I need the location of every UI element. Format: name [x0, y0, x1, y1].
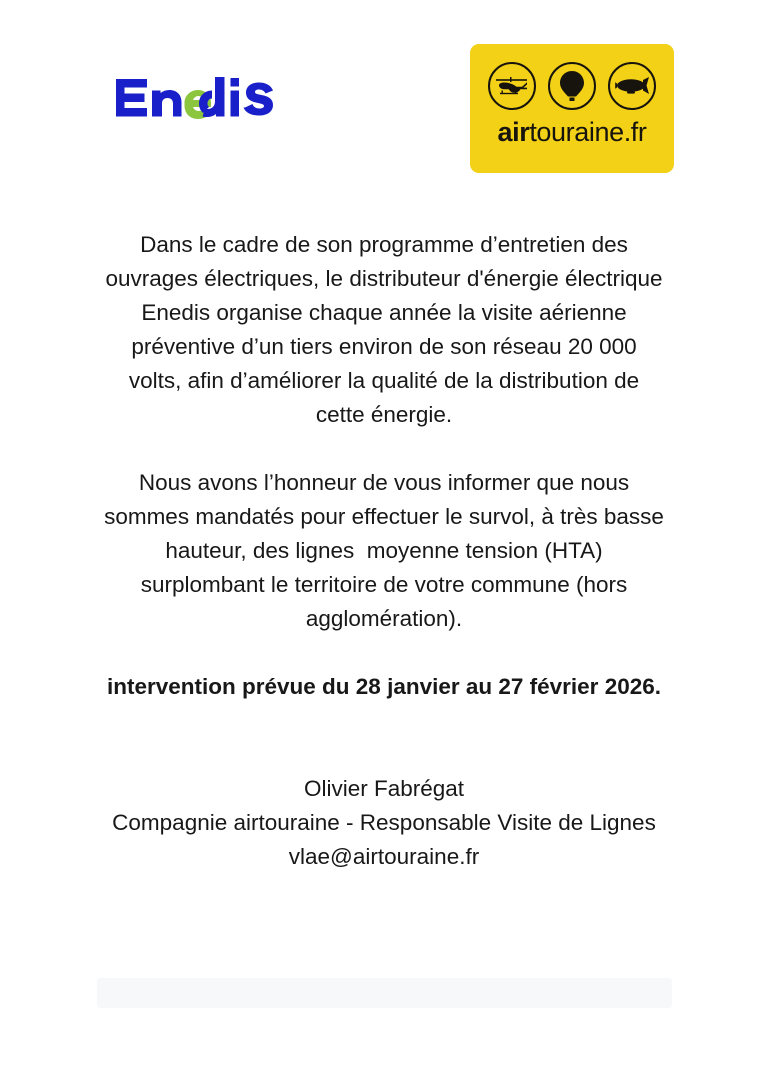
signature-email: vlae@airtouraine.fr: [288, 844, 480, 869]
enedis-logo-graphic: [114, 72, 310, 128]
airtouraine-icon-row: [470, 62, 674, 110]
signature-name: Olivier Fabrégat: [303, 776, 465, 801]
airtouraine-wordmark: [470, 119, 674, 146]
enedis-logo: [114, 72, 310, 128]
airtouraine-wordmark-light: touraine.fr: [529, 117, 647, 147]
helicopter-icon: [488, 62, 536, 110]
signature-spacer: [104, 704, 664, 772]
paragraph-honneur-informer: Nous avons l’honneur de vous informer que nous sommes mandatés pour effectuer le survol, à très basse hauteur, des lignes moyenne tension (HTA) surplombant le territoire de votre commune (hors agglomération).: [104, 470, 671, 631]
hot-air-balloon-icon: [548, 62, 596, 110]
intervention-notice: intervention prévue du 28 janvier au 27 février 2026.: [107, 674, 661, 699]
document-header: [0, 0, 768, 200]
airtouraine-wordmark-bold: air: [497, 117, 530, 147]
footer-band: [97, 978, 672, 1008]
airtouraine-logo: [470, 44, 674, 173]
paragraph-spacer: [104, 432, 664, 466]
signature-role: Compagnie airtouraine - Responsable Visite de Lignes: [112, 810, 656, 835]
paragraph-programme-entretien: Dans le cadre de son programme d’entretien des ouvrages électriques, le distributeur d'énergie électrique Enedis organise chaque année la visite aérienne préventive d’un tiers environ de son réseau 20 000 volts, afin d’améliorer la qualité de la distribution de cette énergie.: [105, 232, 669, 427]
paragraph-spacer: [104, 636, 664, 670]
document-body: [104, 228, 671, 874]
zeppelin-icon: [608, 62, 656, 110]
